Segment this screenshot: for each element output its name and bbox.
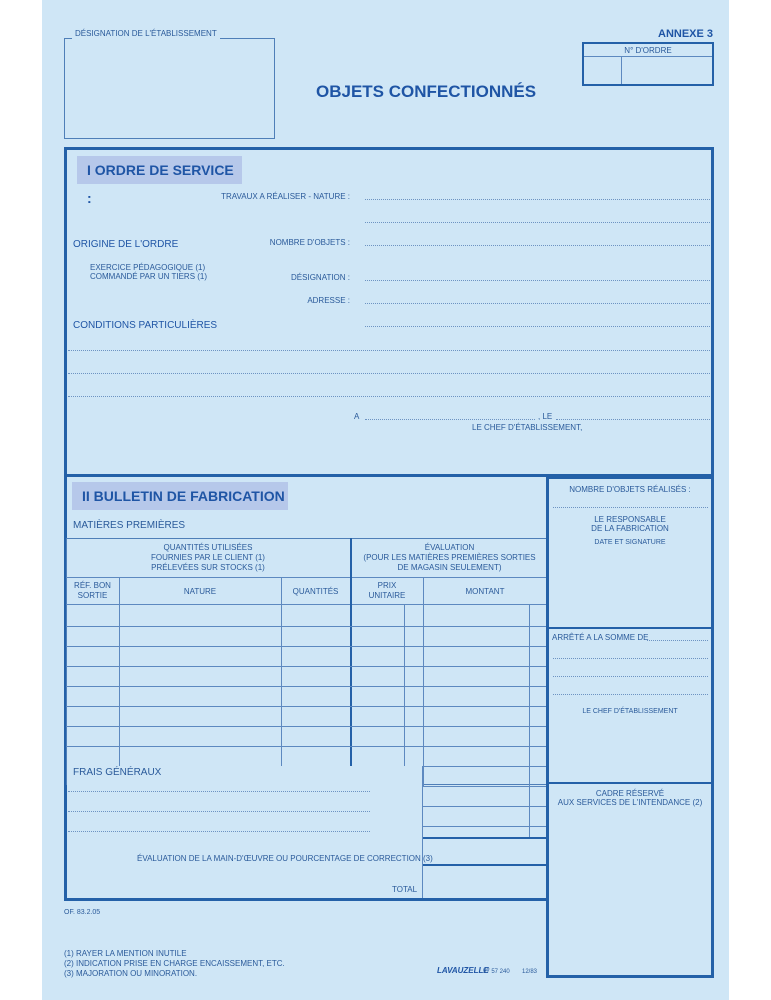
designation-field[interactable]: [365, 280, 710, 281]
adresse-label: ADRESSE :: [307, 296, 350, 305]
print-date: 12/83: [522, 969, 538, 975]
table-header-divider: [66, 604, 547, 605]
table-col-divider-4: [404, 604, 405, 785]
group-quantites-line-2: FOURNIES PAR LE CLIENT (1): [151, 553, 265, 562]
arrete-field-line-1[interactable]: [647, 640, 708, 641]
table-row[interactable]: [423, 766, 547, 767]
matieres-label: MATIÈRES PREMIÈRES: [73, 520, 186, 531]
cadre-reserved-field[interactable]: [549, 812, 712, 976]
table-group-divider: [66, 577, 547, 578]
frais-field-line-1[interactable]: [68, 791, 370, 792]
footnote-1: (1) RAYER LA MENTION INUTILE: [64, 949, 187, 958]
responsable-signature-field[interactable]: [549, 550, 712, 626]
col-montant: MONTANT: [465, 587, 505, 596]
table-col-divider-2: [281, 577, 282, 785]
footnote-2: (2) INDICATION PRISE EN CHARGE ENCAISSEMENT, ETC.: [64, 959, 285, 968]
group-quantites-line-1: QUANTITÉS UTILISÉES: [163, 543, 253, 552]
nombre-realises-field[interactable]: [553, 507, 708, 508]
annexe-label: ANNEXE 3: [658, 28, 714, 40]
page-title: OBJETS CONFECTIONNÉS: [316, 82, 537, 101]
section-1-title: I ORDRE DE SERVICE :: [77, 156, 242, 184]
col-ref-line-2: SORTIE: [77, 591, 108, 600]
publisher-logo: LAVAUZELLE: [437, 966, 489, 975]
table-row[interactable]: [423, 806, 547, 807]
cadre-line-1: CADRE RÉSERVÉ: [595, 789, 665, 798]
conditions-label: CONDITIONS PARTICULIÈRES: [73, 320, 218, 331]
travaux-label: TRAVAUX A RÉALISER - NATURE :: [221, 192, 350, 201]
col-prix-line-1: PRIX: [377, 581, 397, 590]
travaux-field-line-2[interactable]: [365, 222, 710, 223]
frais-right-divider: [422, 766, 423, 898]
table-row[interactable]: [66, 686, 547, 687]
lieu-field[interactable]: [365, 419, 535, 420]
table-row[interactable]: [423, 786, 547, 787]
col-ref-line-1: RÉF. BON: [74, 581, 111, 590]
table-col-divider-1: [119, 577, 120, 785]
arrete-field-line-4[interactable]: [553, 694, 708, 695]
responsable-line-2: DE LA FABRICATION: [591, 524, 669, 533]
arrete-label: ARRÊTÉ A LA SOMME DE: [552, 633, 649, 642]
arrete-field-line-3[interactable]: [553, 676, 708, 677]
date-label: , LE: [538, 412, 553, 421]
table-col-divider-6: [529, 604, 530, 837]
cadre-top-border: [546, 782, 714, 784]
conditions-field-line-2[interactable]: [68, 350, 710, 351]
ref-code: OF. 83.2.05: [64, 909, 101, 916]
table-row[interactable]: [423, 826, 547, 827]
nombre-realises-label: NOMBRE D'OBJETS RÉALISÉS :: [569, 485, 691, 494]
col-prix-line-2: UNITAIRE: [368, 591, 406, 600]
footnote-3: (3) MAJORATION OU MINORATION.: [64, 969, 198, 978]
total-label: TOTAL: [392, 885, 418, 894]
evaluation-amount-field[interactable]: [424, 840, 546, 863]
table-row[interactable]: [66, 666, 547, 667]
etablissement-box[interactable]: [64, 38, 275, 139]
frais-label: FRAIS GÉNÉRAUX: [73, 767, 162, 778]
table-row[interactable]: [66, 646, 547, 647]
table-row[interactable]: [66, 746, 547, 747]
table-row[interactable]: [66, 626, 547, 627]
print-code: 57 57 240: [483, 969, 510, 975]
total-amount-field[interactable]: [424, 866, 546, 896]
date-field[interactable]: [556, 419, 710, 420]
right-chef-label: LE CHEF D'ÉTABLISSEMENT: [582, 708, 678, 715]
table-col-divider-5: [423, 577, 424, 787]
section2-bottom-border: [64, 898, 548, 901]
chef-etablissement-label: LE CHEF D'ÉTABLISSEMENT,: [472, 423, 583, 432]
table-row[interactable]: [66, 726, 547, 727]
group-evaluation-line-1: ÉVALUATION: [424, 543, 475, 552]
table-row[interactable]: [66, 706, 547, 707]
adresse-field[interactable]: [365, 303, 710, 304]
ordre-label: N° D'ORDRE: [624, 46, 672, 55]
designation-label: DÉSIGNATION :: [291, 273, 350, 282]
frais-field-line-2[interactable]: [68, 811, 370, 812]
conditions-field-line-1[interactable]: [365, 326, 710, 327]
ordre-number-field[interactable]: [623, 57, 712, 84]
responsable-line-1: LE RESPONSABLE: [594, 515, 666, 524]
travaux-field-line[interactable]: [365, 199, 710, 200]
commande-label[interactable]: COMMANDÉ PAR UN TIERS (1): [90, 272, 208, 281]
origine-label: ORIGINE DE L'ORDRE: [73, 239, 179, 250]
exercice-label[interactable]: EXERCICE PÉDAGOGIQUE (1): [90, 263, 206, 272]
cadre-line-2: AUX SERVICES DE L'INTENDANCE (2): [557, 798, 703, 807]
lieu-label: A: [354, 412, 360, 421]
materials-table: [66, 538, 547, 785]
arrete-field-line-2[interactable]: [553, 658, 708, 659]
col-nature: NATURE: [183, 587, 217, 596]
col-quantites: QUANTITÉS: [292, 587, 339, 596]
group-evaluation-line-2: (POUR LES MATIÈRES PREMIÈRES SORTIES: [363, 553, 536, 562]
date-signature-label: DATE ET SIGNATURE: [594, 539, 666, 546]
conditions-field-line-4[interactable]: [68, 396, 710, 397]
section-2-title: II BULLETIN DE FABRICATION: [72, 482, 288, 510]
etablissement-label: DÉSIGNATION DE L'ÉTABLISSEMENT: [72, 29, 220, 39]
conditions-field-line-3[interactable]: [68, 373, 710, 374]
nombre-objets-label: NOMBRE D'OBJETS :: [269, 238, 350, 247]
group-quantites-line-3: PRÉLEVÉES SUR STOCKS (1): [151, 563, 265, 572]
evaluation-top-border: [423, 837, 548, 839]
table-col-divider-3: [350, 538, 352, 785]
arrete-top-border: [546, 627, 714, 629]
nombre-objets-field[interactable]: [365, 245, 710, 246]
ordre-box-vdivider: [621, 56, 622, 84]
group-evaluation-line-3: DE MAGASIN SEULEMENT): [397, 563, 502, 572]
evaluation-label: ÉVALUATION DE LA MAIN-D'ŒUVRE OU POURCENTAGE DE CORRECTION (3): [137, 854, 433, 863]
frais-field-line-3[interactable]: [68, 831, 370, 832]
